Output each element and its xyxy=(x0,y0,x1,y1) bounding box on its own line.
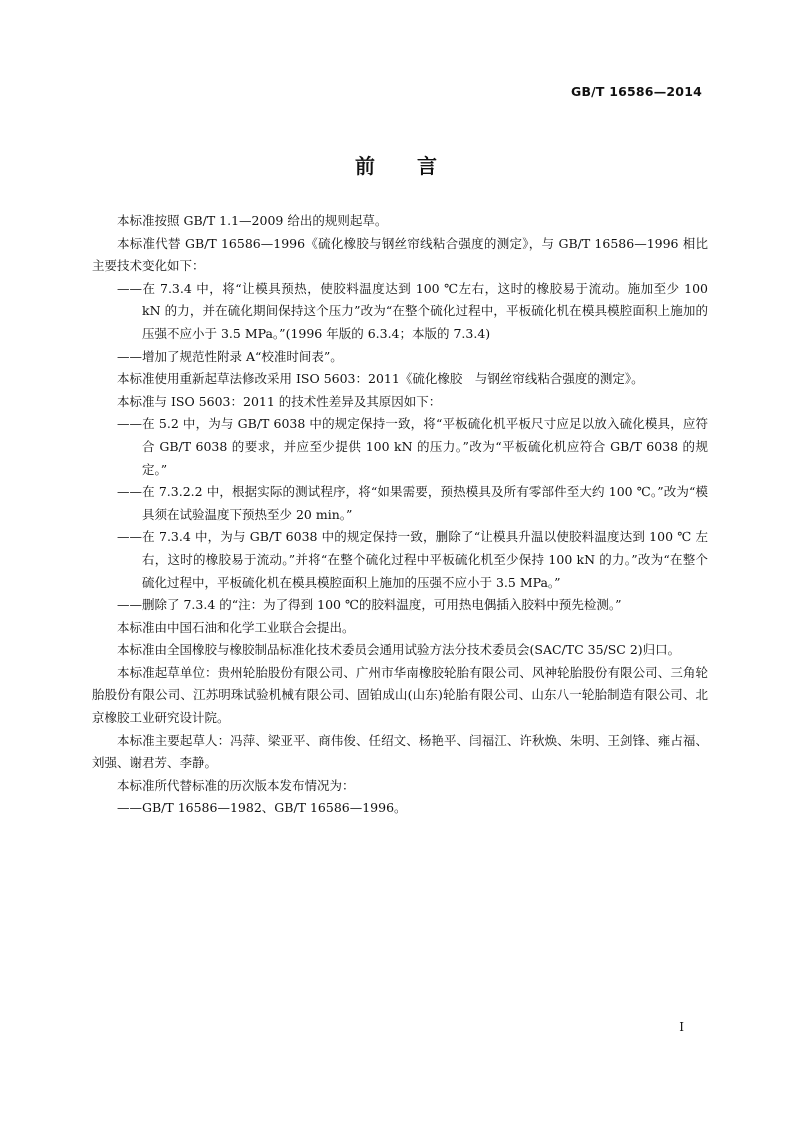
paragraph: 本标准由全国橡胶与橡胶制品标准化技术委员会通用试验方法分技术委员会(SAC/TC 35/SC 2)归口。 xyxy=(117,642,681,658)
list-item: ——在 7.3.4 中，为与 GB/T 6038 中的规定保持一致，删除了“让模具升温以使胶料温度达到 100 ℃ 左右，这时的橡胶易于流动。”并将“在整个硫化过程中平板硫化机至少保持 100 kN 的力。”改为“在整个硫化过程中，平板硫化机在模具模腔面积上施加的压强不应小于 3.5 MPa。” xyxy=(117,529,708,590)
list-item: ——增加了规范性附录 A“校准时间表”。 xyxy=(117,348,343,364)
list-item: ——删除了 7.3.4 的“注：为了得到 100 ℃的胶料温度，可用热电偶插入胶料中预先检测。” xyxy=(117,597,622,613)
paragraph: 本标准起草单位：贵州轮胎股份有限公司、广州市华南橡胶轮胎有限公司、风神轮胎股份有限公司、三角轮胎股份有限公司、江苏明珠试验机械有限公司、固铂成山(山东)轮胎有限公司、山东八一轮胎制造有限公司、北京橡胶工业研究设计院。 xyxy=(92,664,708,726)
standard-code: GB/T 16586—2014 xyxy=(570,84,702,99)
paragraph: 本标准与 ISO 5603：2011 的技术性差异及其原因如下： xyxy=(117,393,442,409)
title-char-1: 前 xyxy=(355,154,377,178)
paragraph: 本标准由中国石油和化学工业联合会提出。 xyxy=(117,619,355,635)
paragraph: 本标准主要起草人：冯萍、梁亚平、商伟俊、任绍文、杨艳平、闫福江、许秋焕、朱明、王剑锋、雍占福、刘强、谢君芳、李静。 xyxy=(92,732,708,771)
list-item: ——在 5.2 中，为与 GB/T 6038 中的规定保持一致，将“平板硫化机平板尺寸应足以放入硫化模具，应符合 GB/T 6038 的要求，并应至少提供 100 kN 的压力。”改为“平板硫化机应符合 GB/T 6038 的规定。” xyxy=(117,416,708,477)
page-number: I xyxy=(679,1020,684,1034)
list-item: ——在 7.3.2.2 中，根据实际的测试程序，将“如果需要，预热模具及所有零部件至大约 100 ℃。”改为“模具须在试验温度下预热至少 20 min。” xyxy=(117,484,708,522)
foreword-body xyxy=(92,210,708,820)
paragraph: 本标准按照 GB/T 1.1—2009 给出的规则起草。 xyxy=(117,213,388,228)
title-char-2: 言 xyxy=(417,154,439,178)
list-item: ——GB/T 16586—1982、GB/T 16586—1996。 xyxy=(117,800,407,816)
paragraph: 本标准所代替标准的历次版本发布情况为： xyxy=(117,777,355,793)
paragraph: 本标准代替 GB/T 16586—1996《硫化橡胶与钢丝帘线粘合强度的测定》，与 GB/T 16586—1996 相比主要技术变化如下： xyxy=(92,235,708,274)
page-title xyxy=(0,150,794,179)
paragraph: 本标准使用重新起草法修改采用 ISO 5603：2011《硫化橡胶 与钢丝帘线粘合强度的测定》。 xyxy=(117,371,644,387)
list-item: ——在 7.3.4 中，将“让模具预热，使胶料温度达到 100 ℃左右，这时的橡胶易于流动。施加至少 100 kN 的力，并在硫化期间保持这个压力”改为“在整个硫化过程中，平板硫化机在模具模腔面积上施加的压强不应小于 3.5 MPa。”(1996 年版的 6.3.4；本版的 7.3.4) xyxy=(117,280,708,341)
